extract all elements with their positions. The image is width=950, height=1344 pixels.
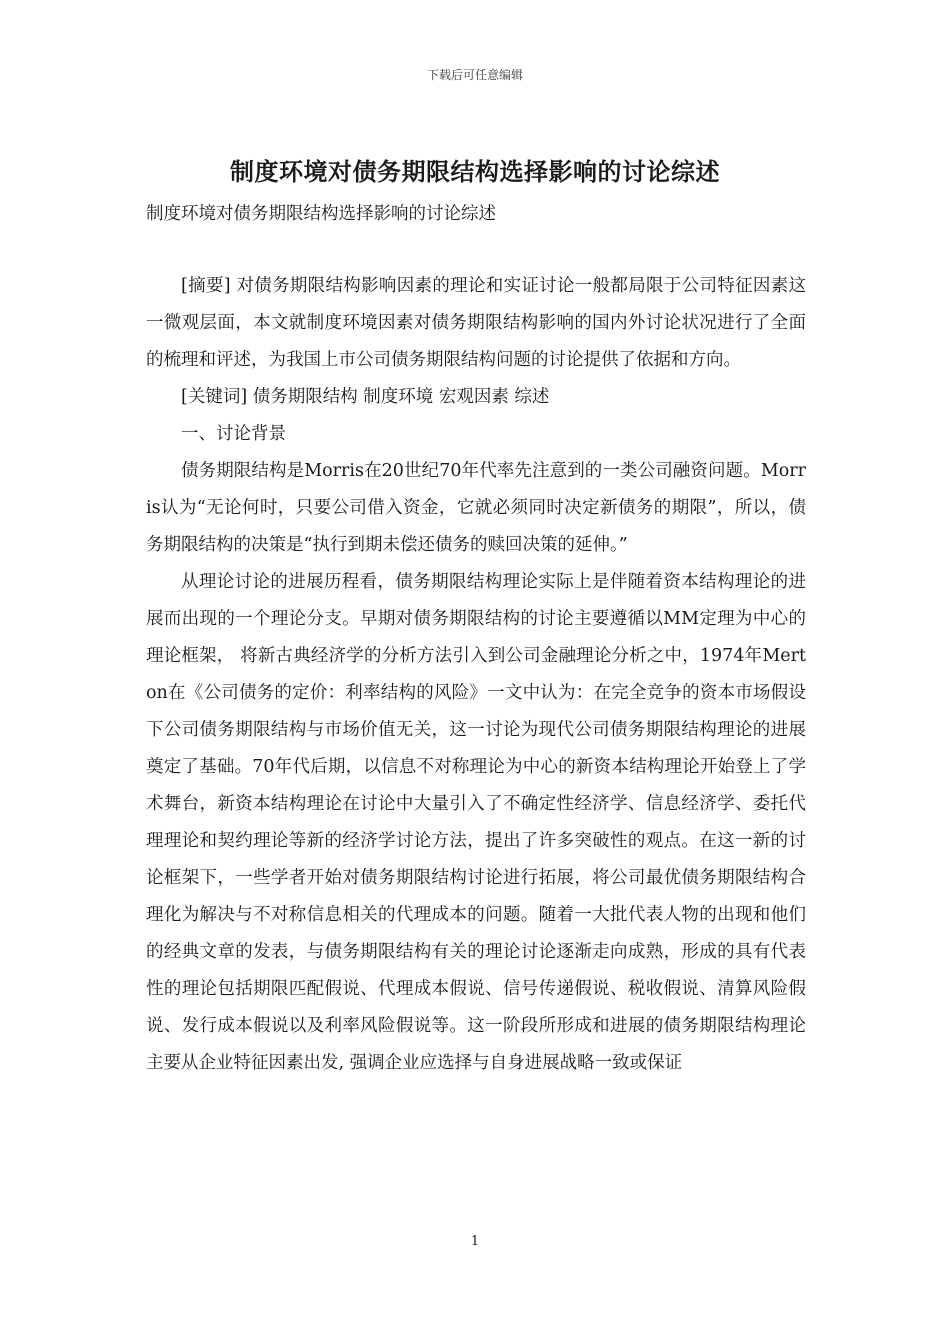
document-body	[146, 268, 806, 1082]
section-heading: 一、讨论背景	[181, 424, 286, 444]
body-paragraph: 债务期限结构是Morris在20世纪70年代率先注意到的一类公司融资问题。Morris认为“无论何时，只要公司借入资金，它就必须同时决定新债务的期限”，所以，债务期限结构的决策是“执行到期未偿还债务的赎回决策的延伸。”	[146, 461, 806, 555]
keywords-paragraph: [关键词] 债务期限结构 制度环境 宏观因素 综述	[181, 387, 550, 407]
header-note: 下载后可任意编辑	[426, 68, 523, 82]
body-paragraph: 从理论讨论的进展历程看，债务期限结构理论实际上是伴随着资本结构理论的进展而出现的一个理论分支。早期对债务期限结构的讨论主要遵循以MM定理为中心的理论框架， 将新古典经济学的分析方法引入到公司金融理论分析之中，1974年Merton在《公司债务的定价：利率结构的风险》一文中认为：在完全竞争的资本市场假设下公司债务期限结构与市场价值无关，这一讨论为现代公司债务期限结构理论的进展奠定了基础。70年代后期，以信息不对称理论为中心的新资本结构理论开始登上了学术舞台，新资本结构理论在讨论中大量引入了不确定性经济学、信息经济学、委托代理理论和契约理论等新的经济学讨论方法，提出了许多突破性的观点。在这一新的讨论框架下，一些学者开始对债务期限结构讨论进行拓展，将公司最优债务期限结构合理化为解决与不对称信息相关的代理成本的问题。随着一大批代表人物的出现和他们的经典文章的发表，与债务期限结构有关的理论讨论逐渐走向成熟，形成的具有代表性的理论包括期限匹配假说、代理成本假说、信号传递假说、税收假说、清算风险假说、发行成本假说以及利率风险假说等。这一阶段所形成和进展的债务期限结构理论主要从企业特征因素出发, 强调企业应选择与自身进展战略一致或保证	[146, 572, 806, 1073]
page-number: 1	[470, 1234, 480, 1249]
abstract-paragraph: [摘要] 对债务期限结构影响因素的理论和实证讨论一般都局限于公司特征因素这一微观层面，本文就制度环境因素对债务期限结构影响的国内外讨论状况进行了全面的梳理和评述，为我国上市公司债务期限结构问题的讨论提供了依据和方向。	[146, 276, 806, 370]
document-subtitle: 制度环境对债务期限结构选择影响的讨论综述	[146, 204, 496, 224]
document-title: 制度环境对债务期限结构选择影响的讨论综述	[230, 158, 720, 186]
